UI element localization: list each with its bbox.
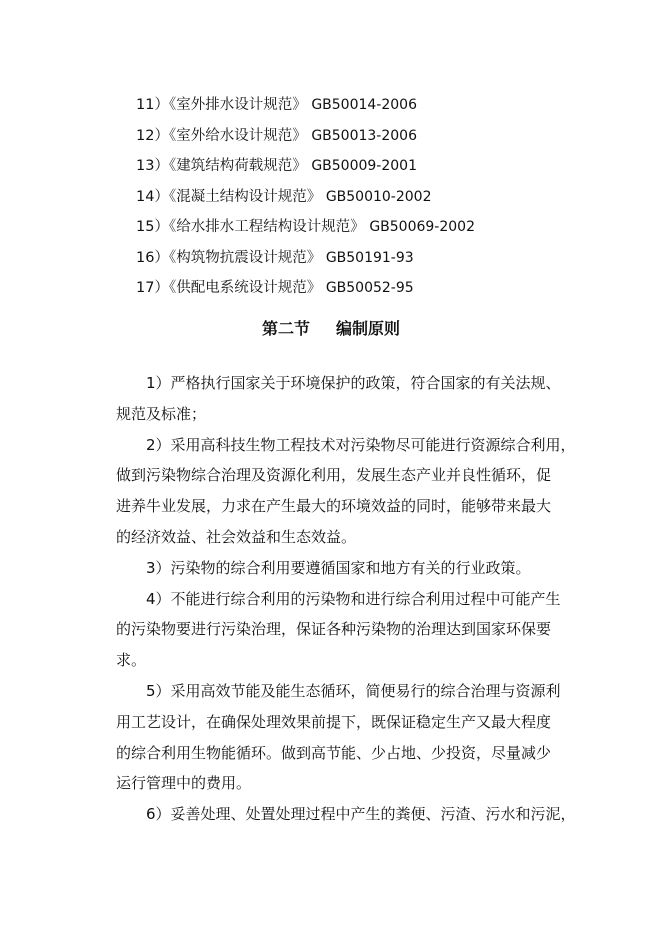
reference-number: 16） (136, 249, 169, 266)
reference-item (136, 125, 616, 156)
principle-paragraph (116, 676, 594, 799)
reference-title: 《混凝土结构设计规范》 (168, 188, 322, 205)
paragraph-line: 1）严格执行国家关于环境保护的政策，符合国家的有关法规、 (146, 374, 561, 392)
reference-title: 《室外排水设计规范》 (168, 97, 307, 113)
reference-item (136, 155, 616, 186)
paragraph-line: 用工艺设计，在确保处理效果前提下，既保证稳定生产又最大程度 (116, 712, 552, 731)
paragraph-line: 3）污染物的综合利用要遵循国家和地方有关的行业政策。 (146, 558, 531, 577)
paragraph-line: 4）不能进行综合利用的污染物和进行综合利用过程中可能产生 (146, 589, 561, 608)
reference-number: 12） (136, 127, 169, 144)
principle-paragraph (116, 430, 594, 553)
reference-title: 《供配电系统设计规范》 (168, 280, 322, 296)
reference-code: GB50052-95 (325, 280, 414, 296)
reference-item (136, 186, 616, 217)
reference-title: 《室外给水设计规范》 (168, 127, 307, 144)
principle-paragraph (116, 553, 594, 584)
paragraph-line: 6）妥善处理、处置处理过程中产生的粪便、污渣、污水和污泥， (146, 805, 576, 824)
paragraph-line: 规范及标准； (116, 404, 207, 423)
reference-title: 《构筑物抗震设计规范》 (168, 249, 322, 266)
reference-item (136, 216, 616, 247)
reference-code: GB50009-2001 (311, 158, 417, 174)
paragraph-line: 的综合利用生物能循环。做到高节能、少占地、少投资，尽量减少 (116, 743, 552, 762)
reference-item (136, 247, 616, 278)
principle-paragraph (116, 368, 594, 430)
reference-number: 11） (136, 97, 169, 113)
paragraph-line: 的污染物要进行污染治理，保证各种污染物的治理达到国家环保要 (116, 620, 552, 639)
section-number: 第二节 (261, 319, 310, 338)
paragraph-line: 求。 (116, 651, 147, 670)
reference-code: GB50010-2002 (325, 188, 432, 205)
paragraph-line: 的经济效益、社会效益和生态效益。 (116, 527, 357, 546)
reference-number: 14） (136, 188, 169, 205)
reference-code: GB50013-2006 (311, 127, 417, 144)
reference-title: 《给水排水工程结构设计规范》 (168, 219, 365, 235)
paragraph-line: 做到污染物综合治理及资源化利用，发展生态产业并良性循环，促 (116, 466, 552, 485)
paragraph-line: 运行管理中的费用。 (116, 774, 252, 793)
reference-title: 《建筑结构荷载规范》 (168, 158, 307, 174)
reference-list (136, 94, 616, 308)
reference-code: GB50191-93 (325, 249, 414, 266)
reference-code: GB50014-2006 (311, 97, 417, 113)
principles-body (116, 368, 594, 830)
principle-paragraph (116, 584, 594, 676)
section-name: 编制原则 (336, 319, 401, 338)
paragraph-line: 5）采用高效节能及能生态循环，简便易行的综合治理与资源利 (146, 681, 561, 700)
reference-item (136, 94, 616, 125)
section-heading (0, 318, 662, 340)
paragraph-line: 进养牛业发展，力求在产生最大的环境效益的同时，能够带来最大 (116, 497, 552, 516)
principle-paragraph (116, 799, 594, 830)
paragraph-line: 2）采用高科技生物工程技术对污染物尽可能进行资源综合利用， (146, 435, 576, 454)
reference-number: 17） (136, 280, 169, 296)
reference-number: 15） (136, 219, 169, 235)
reference-code: GB50069-2002 (369, 219, 475, 235)
reference-item (136, 277, 616, 308)
reference-number: 13） (136, 158, 169, 174)
